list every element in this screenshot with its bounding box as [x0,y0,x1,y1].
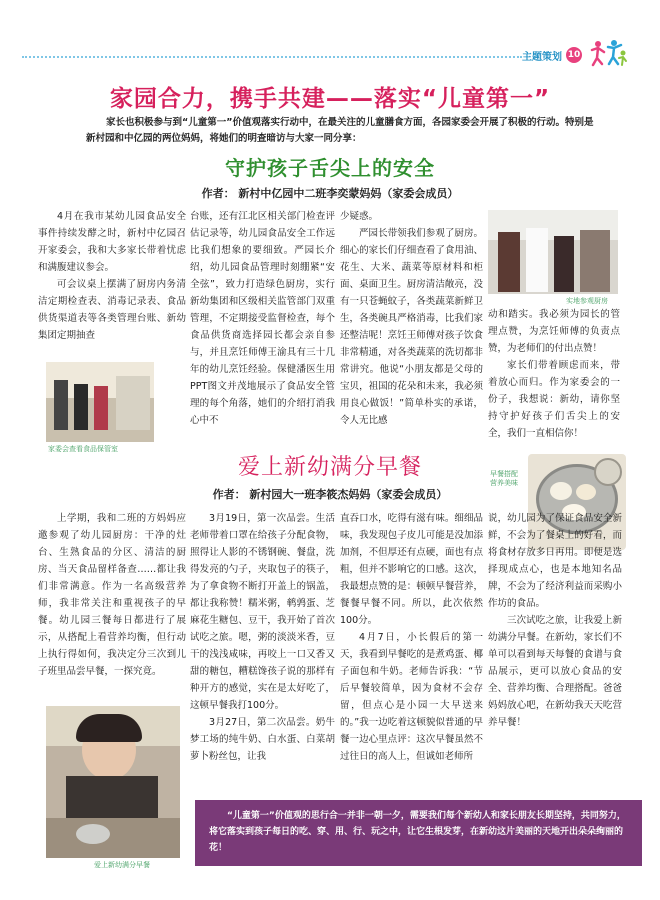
article1-paragraph: 严园长带领我们参观了厨房。细心的家长们仔细查看了食用油、花生、大米、蔬菜等原材料和柜面、桌面卫生。厨房清洁敞亮，没有一只苍蝇蚊子，各类蔬菜新鲜卫生，各类碗具严格消毒，比我们家还整洁呢！烹饪王师傅对孩子饮食非常精通，对各类蔬菜的洗切都非常讲究。他说“小朋友都是父母的宝贝，祖国的花朵和未来，我必须用良心做饭！”简单朴实的承诺，令人无比感 [340,228,483,426]
article1-column-4 [488,306,620,446]
article1-paragraph: 少疑惑。 [340,211,379,222]
page-title: 家园合力，携手共建——落实“儿童第一” [109,86,551,112]
article2-paragraph: 直吞口水，吃得有滋有味。细细品味，我发现包子皮儿可能是没加添加剂，不但厚还有点硬，面也有点粗，但并不影响它的口感。这次，我最想点赞的是：顿顿早餐营养，餐餐早餐不同。所以，此次依然100分。 [340,513,483,626]
article1-photo-storage-room [46,362,154,442]
article2-paragraph: 3月19日，第一次品尝。生活老师带着口罩在给孩子分配食物，照得让人影的不锈钢碗、餐盘，洗得发亮的勺子，夹取包子的筷子，为了拿食物不断打开盖上的锅盖，都让我称赞！糯米粥，鹌鹑蛋、芝麻花生糖包、豆干，我开始了首次试吃之旅。嗯，粥的淡淡米香，豆干的浅浅咸味，再咬上一口又香又甜的糖包，糟糕馋孩子说的那样有种开方的感觉，实在是太好吃了，这顿早餐我打100分。 [190,513,335,711]
closing-quote-box [195,800,642,866]
article1-title: 守护孩子舌尖上的安全 [225,156,435,180]
page-number: 10 [566,47,582,63]
article2-paragraph: 3月27日，第二次品尝。奶牛梦工场的纯牛奶、白水蛋、白菜胡萝卜粉丝包，让我 [190,717,335,762]
article1-paragraph: 动和踏实。我必须为园长的管理点赞，为烹饪师傅的负责点赞，为老师们的付出点赞！ [488,309,620,354]
article2-author: 作者： 新村园大一班李筱杰妈妈（家委会成员） [212,488,448,501]
article1-column-1 [38,208,186,360]
dancing-figures-logo-icon [588,38,628,68]
article2-paragraph: 4月7日，小长假后的第一天，我看到早餐吃的是煮鸡蛋、椰子面包和牛奶。老师告诉我：“节后早餐较简单，因为食材不会存留，但点心是小园一大早送来的。”我一边吃着这顿貌似普通的早餐一边心里点评：这次早餐虽然不过往日的高人上，但诚如老师所 [340,632,483,762]
intro-paragraph: 家长也积极参与到“儿童第一”价值观落实行动中，在最关注的儿童膳食方面，各园家委会开展了积极的行动。特别是新村园和中亿园的两位妈妈，将她们的明查暗访与大家一同分享： [86,117,594,144]
article2-column-4 [488,510,622,800]
section-tag: 主题策划 [522,52,562,63]
article1-author: 作者： 新村中亿园中二班李奕蒙妈妈（家委会成员） [201,187,459,200]
article1-photo-kitchen-visit [488,210,618,294]
article2-photo3-caption: 爱上新幼满分早餐 [94,861,150,869]
article1-paragraph: 4月在我市某幼儿园食品安全事件持续发酵之时，新村中亿园召开家委会，我和大多家长带着忧虑和满腹建议参会。 [38,211,186,273]
article2-breakfast-photo-caption: 早餐搭配 营养美味 [490,470,518,487]
article1-column-3 [340,208,483,444]
article2-paragraph: 上学期，我和二班的方妈妈应邀参观了幼儿园厨房：干净的灶台、生熟食品的分区、清洁的厨房、当天食品留样备查……都让我们非常满意。作为一名高级营养师，我非常关注和重视孩子的早餐。幼儿园三餐每日都进行了展示，从搭配上看营养均衡，但行动上执行得如何，我决定分三次到儿子班里品尝早餐，一探究竟。 [38,513,186,677]
article1-paragraph: 台账，还有江北区相关部门检查评估记录等，幼儿园食品安全工作远比我们想象的要细致。严园长介绍，幼儿园食品管理时刻绷紧“安全弦”，致力打造绿色厨房，实行新幼集团和区级相关监管部门双重管理，不定期接受监督检查，每个食品供货商选择园长都会亲自参与，并且烹饪师傅王渝具有三十几年的幼儿烹饪经验。保健潘医生用PPT图文并茂地展示了食品安全管理的每个角落，她们的介绍打消我心中不 [190,211,335,426]
article1-photo2-caption: 实地参观厨房 [566,297,608,305]
article2-column-1 [38,510,186,700]
article1-column-2 [190,208,335,444]
article1-paragraph: 家长们带着顾虑而来，带着放心而归。作为家委会的一份子，我想说：新幼，请你坚持守护好孩子们舌尖上的安全，我们一直相信你！ [488,360,620,439]
article2-title: 爱上新幼满分早餐 [237,455,422,480]
header-dotted-rule [22,56,522,58]
article2-column-3 [340,510,483,800]
article1-paragraph: 可会议桌上摆满了厨房内务清洁定期检查表、消毒记录表、食品供货渠道表等各类管理台账、新幼集团定期抽查 [38,279,186,341]
article2-paragraph: 三次试吃之旅，让我爱上新幼满分早餐。在新幼，家长们不单可以看到每天每餐的食谱与食品展示，更可以放心食品的安全、营养均衡、合理搭配。爸爸妈妈放心吧，在新幼我天天吃营养早餐！ [488,615,622,728]
article1-photo1-caption: 家委会查看食品保管室 [48,445,118,453]
article2-column-2 [190,510,335,800]
closing-quote-text: “儿童第一”价值观的思行合一并非一朝一夕，需要我们每个新幼人和家长朋友长期坚持，共同努力，将它落实到孩子每日的吃、穿、用、行、玩之中，让它生根发芽，在新幼这片美丽的天地开出朵朵绚丽的花！ [209,811,626,853]
article2-paragraph: 说，幼儿园为了保证食品安全新鲜，不会为了餐桌上的好看，而将食材存放多日再用。即便是选择现成点心，也是本地知名品牌，不会为了经济利益而采购小作坊的食品。 [488,513,622,609]
article2-photo-child-eating [46,706,180,858]
